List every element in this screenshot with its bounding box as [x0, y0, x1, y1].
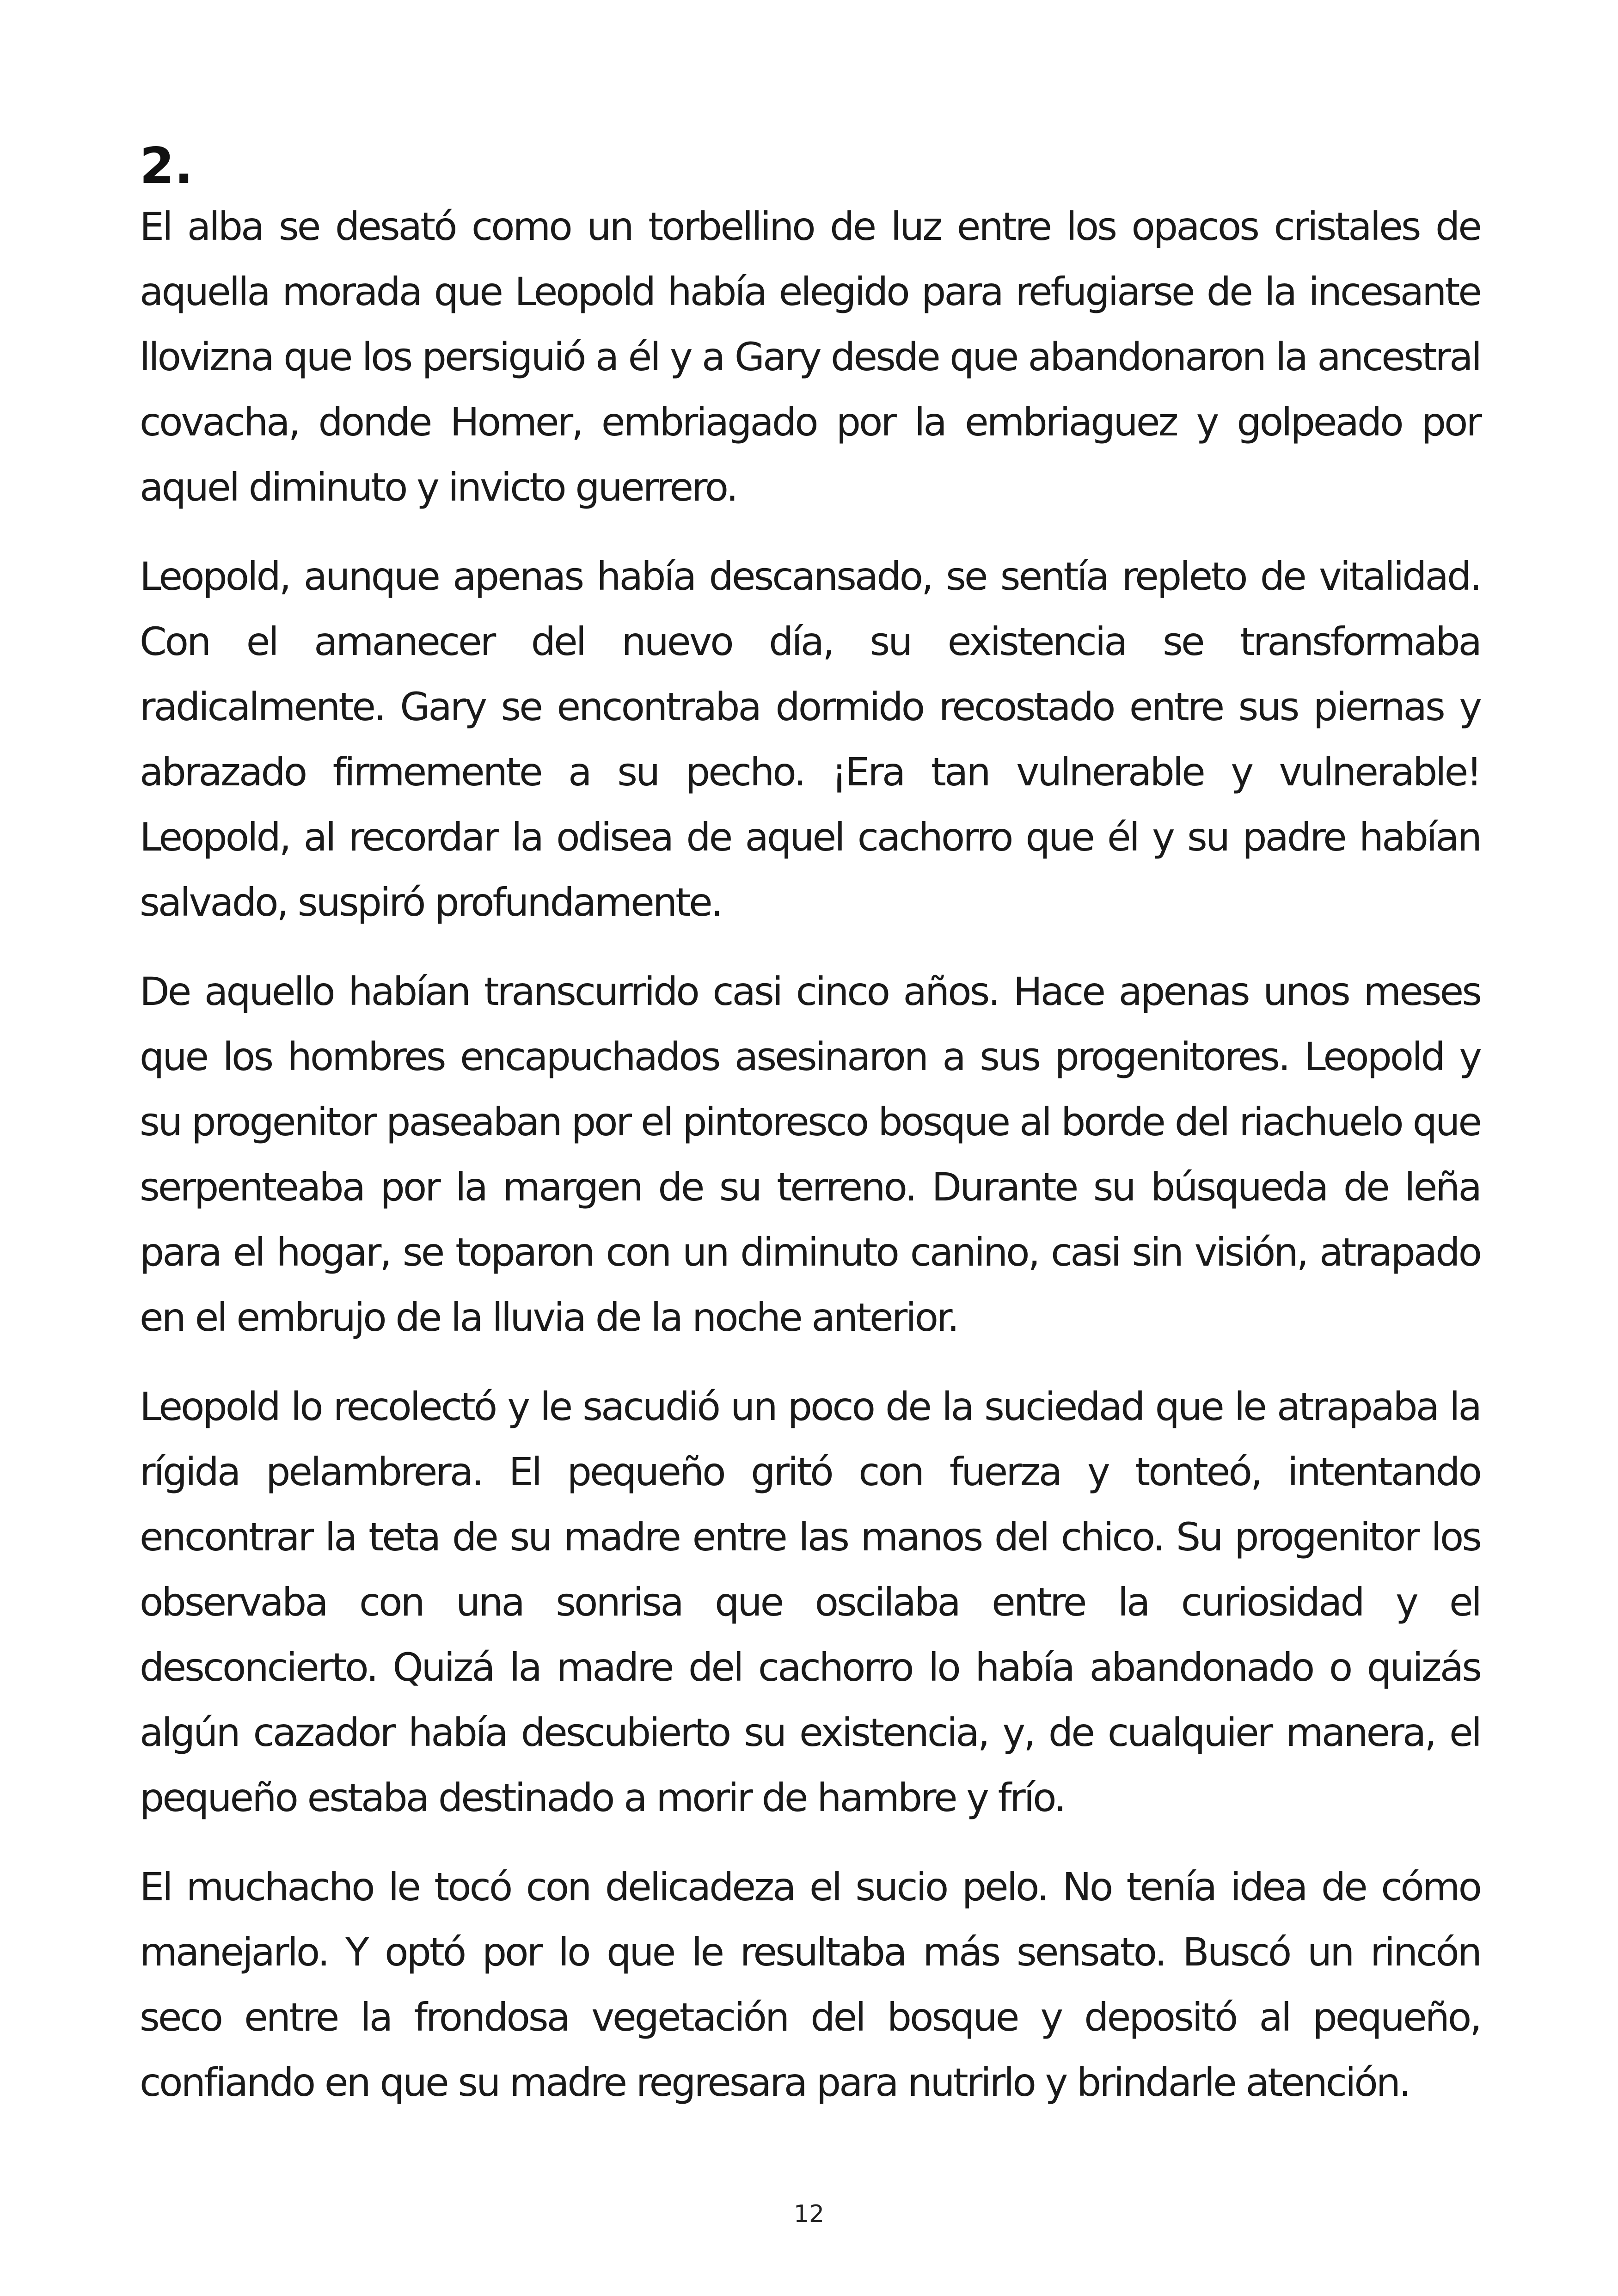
chapter-heading: 2.	[140, 137, 194, 195]
paragraph-4: Leopold lo recolectó y le sacudió un poco de la suciedad que le atrapaba la rígida pelambrera. El pequeño gritó con fuerza y tonteó, intentando encontrar la teta de su madre entre las manos del chico. Su progenitor los observaba con una sonrisa que oscilaba entre la curiosidad y el desconcierto. Quizá la madre del cachorro lo había abandonado o quizás algún cazador había descubierto su existencia, y, de cualquier manera, el pequeño estaba destinado a morir de hambre y frío.	[140, 1384, 1480, 1820]
paragraph-1: El alba se desató como un torbellino de luz entre los opacos cristales de aquella morada que Leopold había elegido para refugiarse de la incesante llovizna que los persiguió a él y a Gary desde que abandonaron la ancestral covacha, donde Homer, embriagado por la embriaguez y golpeado por aquel diminuto y invicto guerrero.	[140, 204, 1480, 510]
chapter-body	[140, 139, 1480, 2139]
page-number: 12	[793, 2200, 825, 2228]
paragraph-5: El muchacho le tocó con delicadeza el sucio pelo. No tenía idea de cómo manejarlo. Y optó por lo que le resultaba más sensato. Buscó un rincón seco entre la frondosa vegetación del bosque y depositó al pequeño, confiando en que su madre regresara para nutrirlo y brindarle atención.	[140, 1864, 1480, 2105]
paragraph-3: De aquello habían transcurrido casi cinco años. Hace apenas unos meses que los hombres encapuchados asesinaron a sus progenitores. Leopold y su progenitor paseaban por el pintoresco bosque al borde del riachuelo que serpenteaba por la margen de su terreno. Durante su búsqueda de leña para el hogar, se toparon con un diminuto canino, casi sin visión, atrapado en el embrujo de la lluvia de la noche anterior.	[140, 969, 1480, 1340]
paragraph-2: Leopold, aunque apenas había descansado, se sentía repleto de vitalidad. Con el amanecer del nuevo día, su existencia se transformaba radicalmente. Gary se encontraba dormido recostado entre sus piernas y abrazado firmemente a su pecho. ¡Era tan vulnerable y vulnerable! Leopold, al recordar la odisea de aquel cachorro que él y su padre habían salvado, suspiró profundamente.	[140, 554, 1480, 925]
